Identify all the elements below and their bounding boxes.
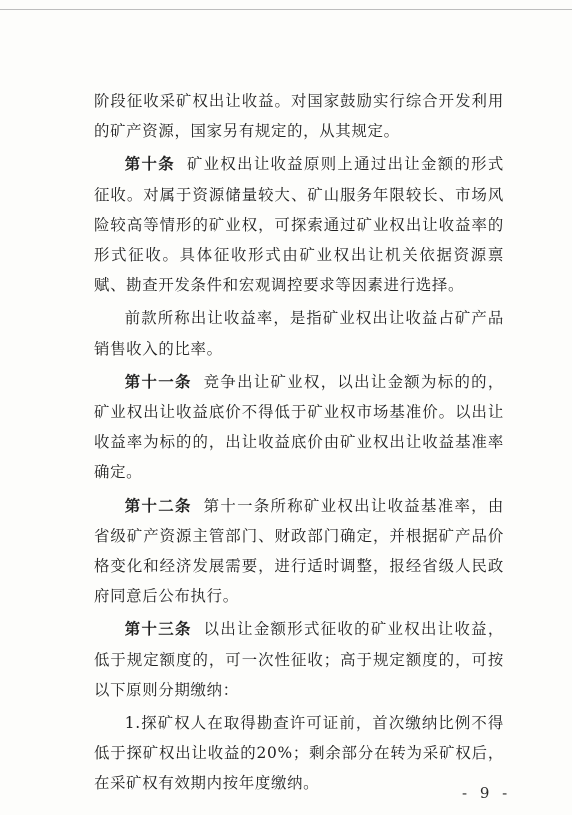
paragraph-article-13: [94, 614, 504, 705]
paragraph-text: 矿业权出让收益原则上通过出让金额的形式征收。对属于资源储量较大、矿山服务年限较长、市场风险较高等情形的矿业权，可探索通过矿业权出让收益率的形式征收。具体征收形式由矿业权出让机关依据资源禀赋、勘查开发条件和宏观调控要求等因素进行选择。: [94, 155, 504, 295]
top-border-line: [0, 9, 572, 10]
paragraph-item-1: [94, 708, 504, 799]
paragraph-text: 以出让金额形式征收的矿业权出让收益，低于规定额度的，可一次性征收；高于规定额度的，可按以下原则分期缴纳：: [94, 620, 504, 699]
paragraph-text: 前款所称出让收益率，是指矿业权出让收益占矿产品销售收入的比率。: [94, 309, 504, 358]
paragraph-article-10: [94, 149, 504, 300]
paragraph-text: 阶段征收采矿权出让收益。对国家鼓励实行综合开发利用的矿产资源，国家另有规定的，从其规定。: [94, 92, 504, 141]
article-heading: 第十二条: [124, 496, 192, 515]
article-heading: 第十一条: [124, 372, 192, 391]
page-number: - 9 -: [462, 784, 512, 802]
document-body: [94, 86, 504, 799]
paragraph-continuation: [94, 86, 504, 146]
article-heading: 第十三条: [124, 620, 192, 639]
paragraph-text: 1.探矿权人在取得勘查许可证前，首次缴纳比例不得低于探矿权出让收益的20%；剩余部分在转为采矿权后，在采矿权有效期内按年度缴纳。: [94, 714, 504, 793]
paragraph-rate-definition: [94, 303, 504, 363]
paragraph-text: 竞争出让矿业权，以出让金额为标的的，矿业权出让收益底价不得低于矿业权市场基准价。以出让收益率为标的的，出让收益底价由矿业权出让收益基准率确定。: [94, 372, 504, 482]
paragraph-article-11: [94, 367, 504, 488]
paragraph-article-12: [94, 491, 504, 612]
paragraph-text: 第十一条所称矿业权出让收益基准率，由省级矿产资源主管部门、财政部门确定，并根据矿产品价格变化和经济发展需要，进行适时调整，报经省级人民政府同意后公布执行。: [94, 496, 504, 606]
article-heading: 第十条: [124, 155, 175, 174]
